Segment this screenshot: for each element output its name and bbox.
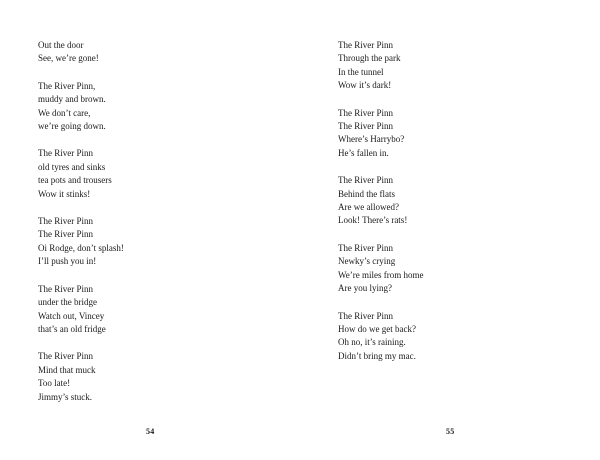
poem-line: Are you lying? [338,283,392,294]
poem-line: Mind that muck [38,364,96,375]
stanza [38,350,124,404]
stanza [38,80,124,134]
poem-line: Didn’t bring my mac. [338,350,416,361]
poem-line: The River Pinn [338,107,393,118]
stanza [338,174,424,228]
poem-line: Newky’s crying [338,256,396,267]
poem-line: I’ll push you in! [38,256,97,267]
poem-line: How do we get back? [338,323,416,334]
poem-line: Wow it’s dark! [338,80,392,91]
page-number-left: 54 [146,427,155,436]
poem-line: Oi Rodge, don’t splash! [38,242,124,253]
poem-line: See, we’re gone! [38,53,99,64]
poem-line: The River Pinn [338,310,393,321]
poem-line: muddy and brown. [38,94,106,105]
poem-line: Oh no, it’s raining. [338,337,406,348]
poem-line: tea pots and trousers [38,175,112,186]
poem-text-left [38,39,124,418]
poem-line: The River Pinn [338,40,393,50]
poem-line: The River Pinn [38,148,93,159]
poem-line: Through the park [338,53,401,64]
poem-line: under the bridge [38,297,97,308]
poem-line: Jimmy’s stuck. [38,391,93,402]
poem-line: Are we allowed? [338,202,399,213]
poem-text-right [338,39,424,377]
poem-line: Watch out, Vincey [38,310,105,321]
right-page [300,0,600,460]
stanza [38,39,124,66]
poem-line: we’re going down. [38,121,106,132]
poem-line: We’re miles from home [338,269,424,280]
poem-line: He’s fallen in. [338,147,389,158]
poem-line: The River Pinn, [38,80,96,91]
poem-line: Behind the flats [338,188,395,199]
stanza [338,242,424,296]
poem-line: Out the door [38,40,84,50]
poem-line: Where’s Harrybo? [338,134,405,145]
poem-line: The River Pinn [38,216,93,227]
poem-line: that’s an old fridge [38,323,106,334]
page-number-right: 55 [446,427,455,436]
stanza [38,283,124,337]
stanza [38,147,124,201]
poem-line: Too late! [38,378,71,389]
poem-line: Look! There’s rats! [338,215,408,226]
poem-line: old tyres and sinks [38,161,106,172]
stanza [338,107,424,161]
poem-line: We don’t care, [38,107,91,118]
poem-line: The River Pinn [338,121,393,132]
stanza [38,215,124,269]
poem-line: The River Pinn [38,283,93,294]
poem-line: In the tunnel [338,66,384,77]
stanza [338,310,424,364]
poem-line: The River Pinn [38,351,93,362]
poem-line: The River Pinn [38,229,93,240]
poem-line: The River Pinn [338,242,393,253]
poem-line: Wow it stinks! [38,188,91,199]
stanza [338,39,424,93]
poem-line: The River Pinn [338,175,393,186]
